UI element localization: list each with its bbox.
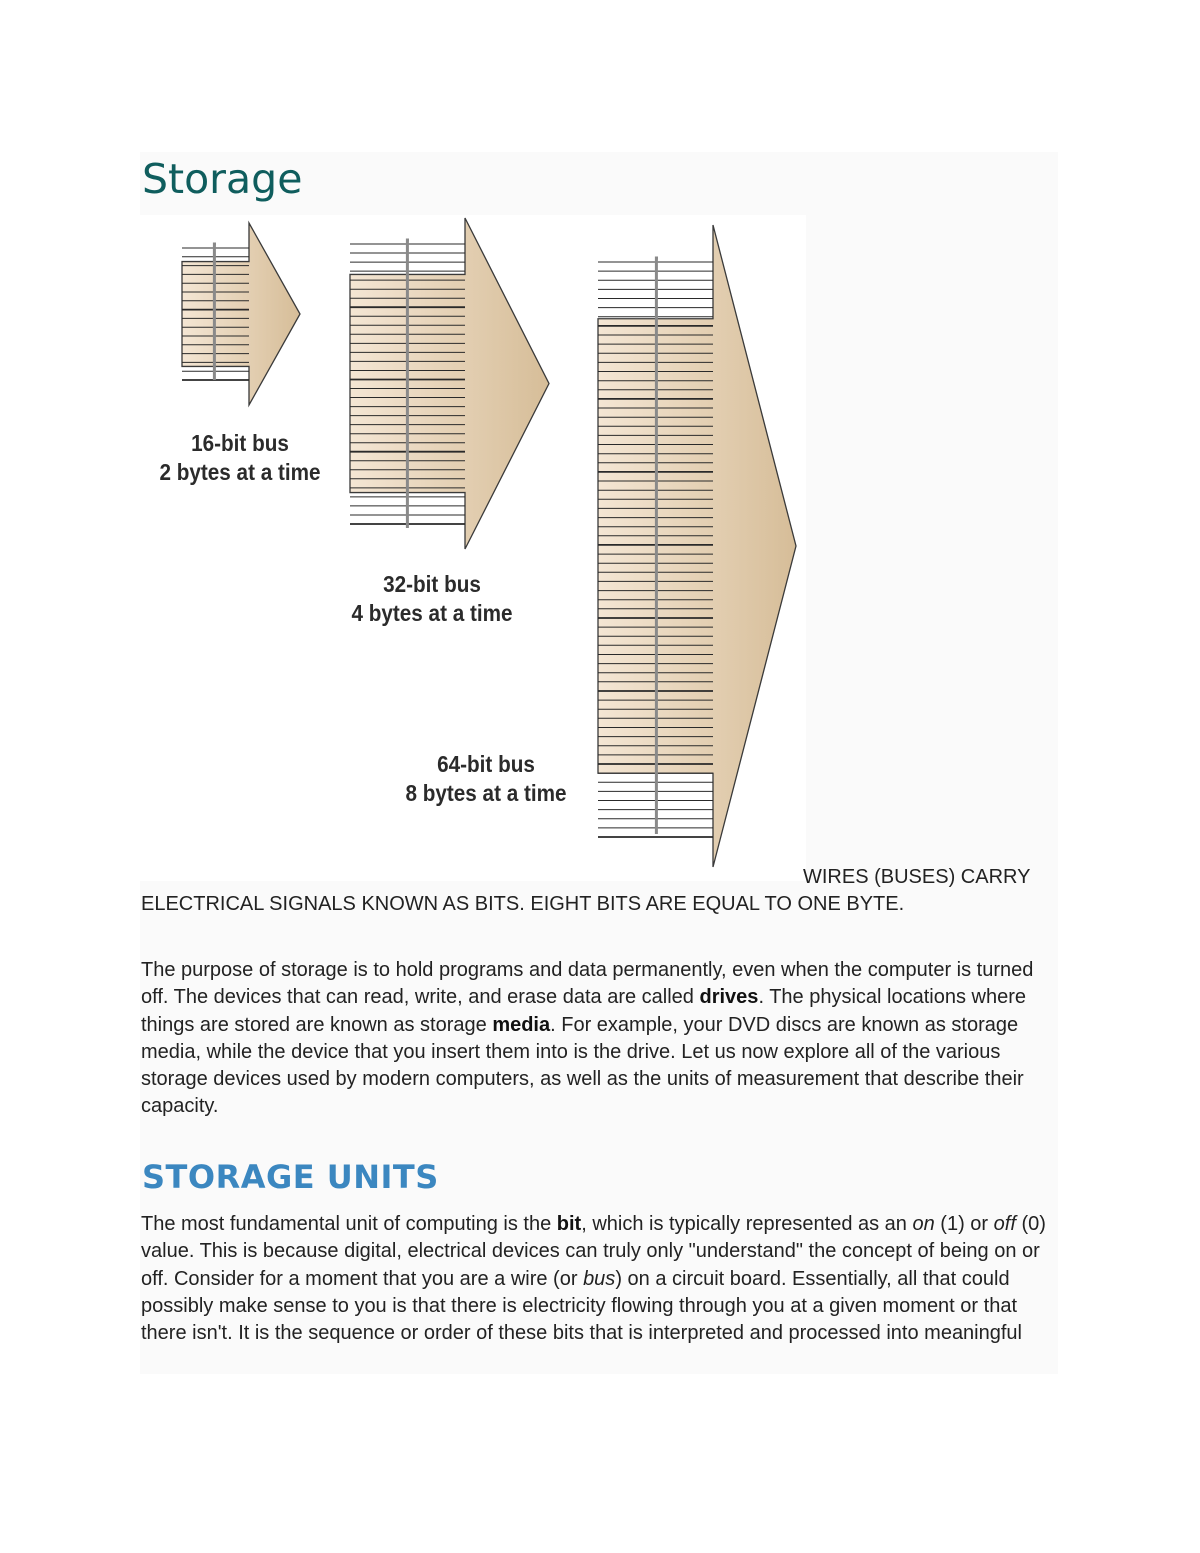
- page-title: Storage: [142, 155, 303, 203]
- text-run: . For example, your DVD discs are known as storage media, while the device that you insert them into is the drive. Let us now explore all of the various storage devices used by modern computers, as well as the units of measurement that describe their capacity.: [141, 1013, 1024, 1118]
- term-media: media: [492, 1013, 551, 1036]
- bus-arrow-body: [182, 223, 300, 405]
- text-run: The most fundamental unit of computing is the: [141, 1213, 557, 1235]
- text-run: (1) or: [934, 1213, 994, 1235]
- text-run: (0) value. This is because digital, electrical devices can truly only "understand" the concept of being on or off. Consider for a moment that you are a wire (or: [141, 1213, 1046, 1290]
- bus-spine: [214, 244, 216, 380]
- text-run: . The physical locations where things are stored are known as storage: [141, 986, 1026, 1036]
- bus-name-64: 64-bit bus: [437, 751, 535, 777]
- term-bus: bus: [583, 1267, 616, 1290]
- text-run: , which is typically represented as an: [581, 1213, 913, 1235]
- bus-label-16: [159, 429, 321, 487]
- bus-name-16: 16-bit bus: [191, 430, 289, 456]
- text-run: The purpose of storage is to hold programs and data permanently, even when the computer is turned off. The devices that can read, write, and erase data are called: [141, 959, 1034, 1009]
- figure-caption: [141, 864, 1051, 919]
- bus-arrow-body: [598, 225, 796, 867]
- text-run: ) on a circuit board. Essentially, all that could possibly make sense to you is that there is electricity flowing through you at a given moment or that there isn't. It is the sequence or order of these bits that is interpreted and processed into meaningful: [141, 1267, 1022, 1345]
- bus-rate-32: 4 bytes at a time: [351, 600, 513, 626]
- bus-arrow-body: [350, 218, 549, 549]
- term-drives: drives: [699, 986, 759, 1009]
- bus-spine: [407, 240, 409, 528]
- bus-arrow-32: [350, 218, 549, 549]
- storage-purpose-paragraph: [141, 957, 1051, 1121]
- term-on: on: [912, 1213, 935, 1235]
- bus-spine: [656, 258, 658, 834]
- section-heading-storage-units: STORAGE UNITS: [142, 1158, 439, 1196]
- term-off: off: [993, 1213, 1016, 1235]
- bus-rate-16: 2 bytes at a time: [159, 459, 321, 485]
- bus-name-32: 32-bit bus: [383, 571, 481, 597]
- bus-arrow-64: [598, 225, 796, 867]
- caption-text: WIRES (BUSES) CARRY ELECTRICAL SIGNALS KNOWN AS BITS. EIGHT BITS ARE EQUAL TO ONE BYTE.: [141, 866, 1031, 916]
- term-bit: bit: [556, 1213, 582, 1235]
- bus-width-figure: [140, 215, 806, 881]
- storage-units-paragraph: [141, 1211, 1051, 1347]
- bus-rate-64: 8 bytes at a time: [405, 780, 567, 806]
- bus-arrow-16: [182, 223, 300, 405]
- bus-label-32: [351, 570, 513, 628]
- bus-label-64: [405, 750, 567, 808]
